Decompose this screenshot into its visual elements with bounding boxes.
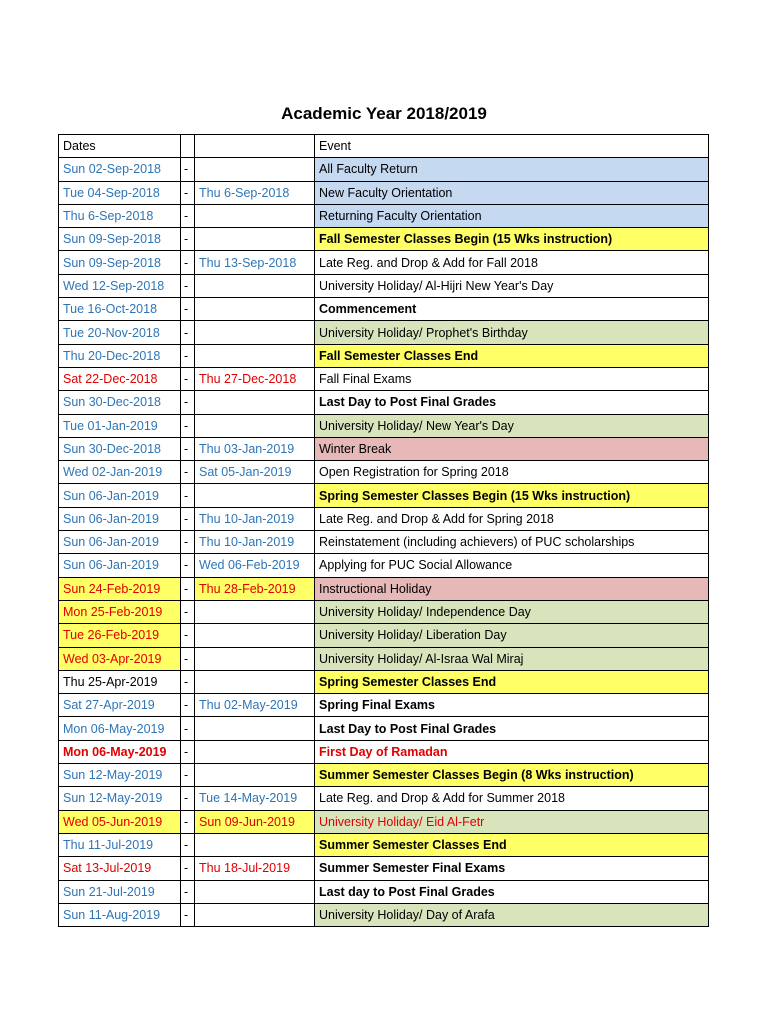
end-date-cell: Thu 27-Dec-2018 bbox=[195, 367, 315, 390]
table-row bbox=[59, 577, 709, 600]
end-date-cell bbox=[195, 158, 315, 181]
start-date-cell: Wed 05-Jun-2019 bbox=[59, 810, 181, 833]
table-row bbox=[59, 833, 709, 856]
event-cell: Returning Faculty Orientation bbox=[315, 204, 709, 227]
event-cell: University Holiday/ Al-Israa Wal Miraj bbox=[315, 647, 709, 670]
end-date-cell bbox=[195, 414, 315, 437]
start-date-cell: Sun 09-Sep-2018 bbox=[59, 228, 181, 251]
table-row bbox=[59, 764, 709, 787]
start-date-cell: Sun 24-Feb-2019 bbox=[59, 577, 181, 600]
start-date-cell: Sun 06-Jan-2019 bbox=[59, 554, 181, 577]
event-cell: University Holiday/ New Year's Day bbox=[315, 414, 709, 437]
header-row bbox=[59, 135, 709, 158]
start-date-cell: Tue 16-Oct-2018 bbox=[59, 298, 181, 321]
table-row bbox=[59, 158, 709, 181]
date-separator-cell: - bbox=[181, 461, 195, 484]
event-cell: Spring Semester Classes End bbox=[315, 670, 709, 693]
start-date-cell: Sun 12-May-2019 bbox=[59, 787, 181, 810]
event-cell: Fall Semester Classes End bbox=[315, 344, 709, 367]
event-cell: Last Day to Post Final Grades bbox=[315, 391, 709, 414]
table-row bbox=[59, 437, 709, 460]
start-date-cell: Sun 06-Jan-2019 bbox=[59, 484, 181, 507]
end-date-cell: Thu 18-Jul-2019 bbox=[195, 857, 315, 880]
event-cell: University Holiday/ Al-Hijri New Year's Day bbox=[315, 274, 709, 297]
end-date-cell bbox=[195, 624, 315, 647]
date-separator-cell: - bbox=[181, 833, 195, 856]
table-row bbox=[59, 554, 709, 577]
header-separator bbox=[181, 135, 195, 158]
start-date-cell: Thu 11-Jul-2019 bbox=[59, 833, 181, 856]
start-date-cell: Thu 25-Apr-2019 bbox=[59, 670, 181, 693]
event-cell: University Holiday/ Eid Al-Fetr bbox=[315, 810, 709, 833]
end-date-cell bbox=[195, 600, 315, 623]
end-date-cell bbox=[195, 880, 315, 903]
date-separator-cell: - bbox=[181, 880, 195, 903]
end-date-cell bbox=[195, 717, 315, 740]
start-date-cell: Sun 30-Dec-2018 bbox=[59, 437, 181, 460]
event-cell: Open Registration for Spring 2018 bbox=[315, 461, 709, 484]
table-row bbox=[59, 274, 709, 297]
calendar-table bbox=[58, 134, 709, 927]
end-date-cell: Thu 6-Sep-2018 bbox=[195, 181, 315, 204]
start-date-cell: Wed 12-Sep-2018 bbox=[59, 274, 181, 297]
start-date-cell: Thu 20-Dec-2018 bbox=[59, 344, 181, 367]
calendar-body bbox=[59, 135, 709, 927]
table-row bbox=[59, 181, 709, 204]
date-separator-cell: - bbox=[181, 670, 195, 693]
event-cell: Late Reg. and Drop & Add for Spring 2018 bbox=[315, 507, 709, 530]
start-date-cell: Sun 06-Jan-2019 bbox=[59, 507, 181, 530]
start-date-cell: Mon 06-May-2019 bbox=[59, 717, 181, 740]
event-cell: Spring Final Exams bbox=[315, 694, 709, 717]
page-title: Academic Year 2018/2019 bbox=[281, 104, 487, 123]
header-event: Event bbox=[315, 135, 709, 158]
date-separator-cell: - bbox=[181, 414, 195, 437]
event-cell: Summer Semester Classes End bbox=[315, 833, 709, 856]
start-date-cell: Wed 02-Jan-2019 bbox=[59, 461, 181, 484]
end-date-cell bbox=[195, 298, 315, 321]
end-date-cell: Thu 03-Jan-2019 bbox=[195, 437, 315, 460]
start-date-cell: Mon 06-May-2019 bbox=[59, 740, 181, 763]
date-separator-cell: - bbox=[181, 717, 195, 740]
event-cell: All Faculty Return bbox=[315, 158, 709, 181]
event-cell: University Holiday/ Day of Arafa bbox=[315, 903, 709, 926]
start-date-cell: Tue 01-Jan-2019 bbox=[59, 414, 181, 437]
end-date-cell: Thu 28-Feb-2019 bbox=[195, 577, 315, 600]
date-separator-cell: - bbox=[181, 857, 195, 880]
end-date-cell: Tue 14-May-2019 bbox=[195, 787, 315, 810]
start-date-cell: Sat 27-Apr-2019 bbox=[59, 694, 181, 717]
table-row bbox=[59, 717, 709, 740]
date-separator-cell: - bbox=[181, 391, 195, 414]
table-row bbox=[59, 787, 709, 810]
end-date-cell bbox=[195, 484, 315, 507]
table-row bbox=[59, 857, 709, 880]
table-row bbox=[59, 391, 709, 414]
date-separator-cell: - bbox=[181, 298, 195, 321]
event-cell: University Holiday/ Independence Day bbox=[315, 600, 709, 623]
end-date-cell bbox=[195, 321, 315, 344]
table-row bbox=[59, 647, 709, 670]
end-date-cell: Wed 06-Feb-2019 bbox=[195, 554, 315, 577]
date-separator-cell: - bbox=[181, 577, 195, 600]
table-row bbox=[59, 204, 709, 227]
event-cell: Last Day to Post Final Grades bbox=[315, 717, 709, 740]
start-date-cell: Mon 25-Feb-2019 bbox=[59, 600, 181, 623]
event-cell: Reinstatement (including achievers) of PUC scholarships bbox=[315, 531, 709, 554]
event-cell: Summer Semester Classes Begin (8 Wks instruction) bbox=[315, 764, 709, 787]
end-date-cell: Thu 02-May-2019 bbox=[195, 694, 315, 717]
date-separator-cell: - bbox=[181, 437, 195, 460]
date-separator-cell: - bbox=[181, 647, 195, 670]
start-date-cell: Sun 30-Dec-2018 bbox=[59, 391, 181, 414]
date-separator-cell: - bbox=[181, 204, 195, 227]
end-date-cell bbox=[195, 274, 315, 297]
date-separator-cell: - bbox=[181, 484, 195, 507]
end-date-cell bbox=[195, 391, 315, 414]
date-separator-cell: - bbox=[181, 507, 195, 530]
table-row bbox=[59, 810, 709, 833]
start-date-cell: Sun 21-Jul-2019 bbox=[59, 880, 181, 903]
table-row bbox=[59, 507, 709, 530]
table-row bbox=[59, 740, 709, 763]
event-cell: Summer Semester Final Exams bbox=[315, 857, 709, 880]
table-row bbox=[59, 880, 709, 903]
table-row bbox=[59, 321, 709, 344]
event-cell: Applying for PUC Social Allowance bbox=[315, 554, 709, 577]
event-cell: University Holiday/ Liberation Day bbox=[315, 624, 709, 647]
event-cell: Fall Final Exams bbox=[315, 367, 709, 390]
start-date-cell: Sat 13-Jul-2019 bbox=[59, 857, 181, 880]
date-separator-cell: - bbox=[181, 554, 195, 577]
event-cell: Late Reg. and Drop & Add for Summer 2018 bbox=[315, 787, 709, 810]
header-dates: Dates bbox=[59, 135, 181, 158]
end-date-cell bbox=[195, 670, 315, 693]
event-cell: Fall Semester Classes Begin (15 Wks instruction) bbox=[315, 228, 709, 251]
date-separator-cell: - bbox=[181, 181, 195, 204]
table-row bbox=[59, 903, 709, 926]
table-row bbox=[59, 228, 709, 251]
date-separator-cell: - bbox=[181, 158, 195, 181]
end-date-cell bbox=[195, 228, 315, 251]
table-row bbox=[59, 600, 709, 623]
table-row bbox=[59, 484, 709, 507]
event-cell: Late Reg. and Drop & Add for Fall 2018 bbox=[315, 251, 709, 274]
event-cell: Winter Break bbox=[315, 437, 709, 460]
event-cell: Commencement bbox=[315, 298, 709, 321]
event-cell: Instructional Holiday bbox=[315, 577, 709, 600]
table-row bbox=[59, 624, 709, 647]
date-separator-cell: - bbox=[181, 367, 195, 390]
date-separator-cell: - bbox=[181, 903, 195, 926]
start-date-cell: Thu 6-Sep-2018 bbox=[59, 204, 181, 227]
date-separator-cell: - bbox=[181, 274, 195, 297]
table-row bbox=[59, 694, 709, 717]
end-date-cell bbox=[195, 344, 315, 367]
table-row bbox=[59, 531, 709, 554]
date-separator-cell: - bbox=[181, 228, 195, 251]
event-cell: First Day of Ramadan bbox=[315, 740, 709, 763]
start-date-cell: Sun 02-Sep-2018 bbox=[59, 158, 181, 181]
event-cell: University Holiday/ Prophet's Birthday bbox=[315, 321, 709, 344]
table-row bbox=[59, 344, 709, 367]
event-cell: Spring Semester Classes Begin (15 Wks instruction) bbox=[315, 484, 709, 507]
end-date-cell: Thu 10-Jan-2019 bbox=[195, 507, 315, 530]
end-date-cell bbox=[195, 204, 315, 227]
start-date-cell: Sat 22-Dec-2018 bbox=[59, 367, 181, 390]
date-separator-cell: - bbox=[181, 344, 195, 367]
table-row bbox=[59, 670, 709, 693]
date-separator-cell: - bbox=[181, 787, 195, 810]
table-row bbox=[59, 251, 709, 274]
end-date-cell: Thu 13-Sep-2018 bbox=[195, 251, 315, 274]
end-date-cell: Sun 09-Jun-2019 bbox=[195, 810, 315, 833]
end-date-cell bbox=[195, 833, 315, 856]
end-date-cell: Sat 05-Jan-2019 bbox=[195, 461, 315, 484]
date-separator-cell: - bbox=[181, 321, 195, 344]
start-date-cell: Tue 04-Sep-2018 bbox=[59, 181, 181, 204]
table-row bbox=[59, 298, 709, 321]
end-date-cell bbox=[195, 740, 315, 763]
start-date-cell: Sun 09-Sep-2018 bbox=[59, 251, 181, 274]
end-date-cell: Thu 10-Jan-2019 bbox=[195, 531, 315, 554]
date-separator-cell: - bbox=[181, 251, 195, 274]
start-date-cell: Wed 03-Apr-2019 bbox=[59, 647, 181, 670]
date-separator-cell: - bbox=[181, 624, 195, 647]
start-date-cell: Sun 11-Aug-2019 bbox=[59, 903, 181, 926]
table-row bbox=[59, 414, 709, 437]
end-date-cell bbox=[195, 903, 315, 926]
date-separator-cell: - bbox=[181, 694, 195, 717]
table-row bbox=[59, 461, 709, 484]
event-cell: New Faculty Orientation bbox=[315, 181, 709, 204]
end-date-cell bbox=[195, 647, 315, 670]
event-cell: Last day to Post Final Grades bbox=[315, 880, 709, 903]
date-separator-cell: - bbox=[181, 740, 195, 763]
table-row bbox=[59, 367, 709, 390]
start-date-cell: Tue 20-Nov-2018 bbox=[59, 321, 181, 344]
start-date-cell: Sun 06-Jan-2019 bbox=[59, 531, 181, 554]
start-date-cell: Sun 12-May-2019 bbox=[59, 764, 181, 787]
date-separator-cell: - bbox=[181, 764, 195, 787]
date-separator-cell: - bbox=[181, 531, 195, 554]
date-separator-cell: - bbox=[181, 810, 195, 833]
header-end-date bbox=[195, 135, 315, 158]
date-separator-cell: - bbox=[181, 600, 195, 623]
start-date-cell: Tue 26-Feb-2019 bbox=[59, 624, 181, 647]
end-date-cell bbox=[195, 764, 315, 787]
